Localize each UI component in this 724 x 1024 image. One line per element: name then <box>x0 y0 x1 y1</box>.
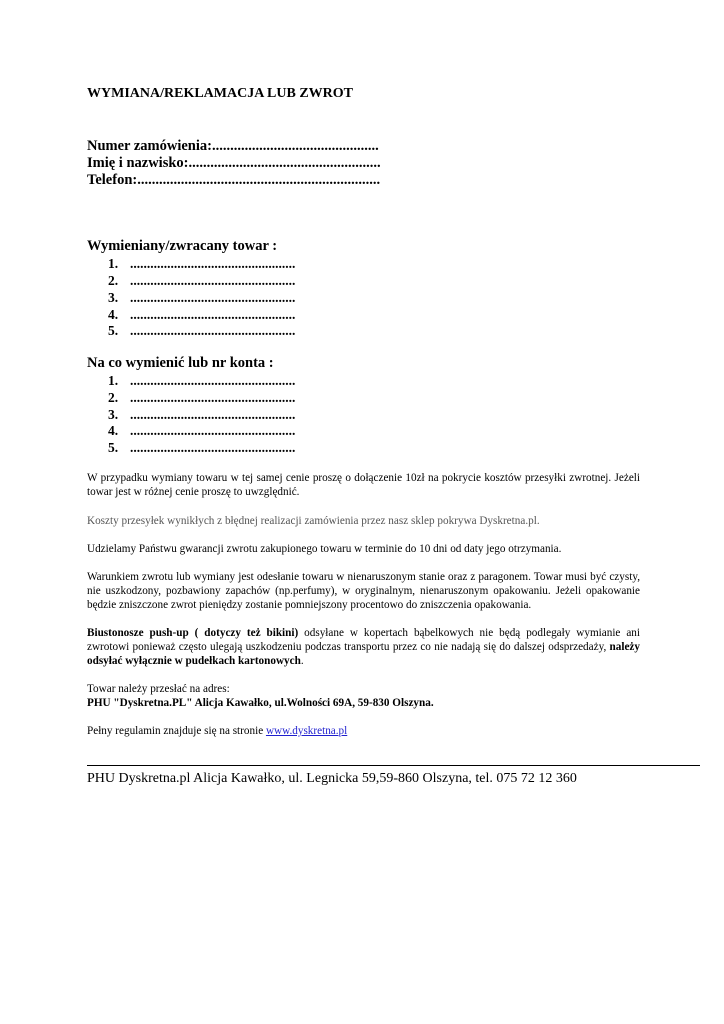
returned-goods-item: 4. ................................................. <box>108 307 296 322</box>
exchange-for-item: 4. ................................................. <box>108 423 296 438</box>
shipping-cost-paragraph: Koszty przesyłek wynikłych z błędnej realizacji zamówienia przez nasz sklep pokrywa Dyskretna.pl. <box>87 515 540 527</box>
return-guarantee-paragraph: Udzielamy Państwu gwarancji zwrotu zakupionego towaru w terminie do 10 dni od daty jego otrzymania. <box>87 543 562 555</box>
exchange-for-heading: Na co wymienić lub nr konta : <box>87 355 274 371</box>
footer-company-info: PHU Dyskretna.pl Alicja Kawałko, ul. Legnicka 59,59-860 Olszyna, tel. 075 72 12 360 <box>87 771 577 786</box>
returned-goods-heading: Wymieniany/zwracany towar : <box>87 238 278 254</box>
push-up-bras-label: Biustonosze push-up ( dotyczy też bikini) <box>87 627 299 639</box>
rules-paragraph: Pełny regulamin znajduje się na stronie www.dyskretna.pl <box>87 725 348 737</box>
name-field: Imię i nazwisko:..................................................... <box>87 155 381 171</box>
rules-link[interactable]: www.dyskretna.pl <box>265 725 348 737</box>
exchange-for-item: 1. ................................................. <box>108 373 296 388</box>
order-number-field: Numer zamówienia:.............................................. <box>87 138 379 154</box>
exchange-for-item: 5. ................................................. <box>108 440 296 455</box>
exchange-for-item: 2. ................................................. <box>108 390 296 405</box>
exchange-cost-paragraph: W przypadku wymiany towaru w tej samej cenie proszę o dołączenie 10zł na pokrycie kosztów przesyłki zwrotnej. Jeżeli towar jest w różnej cenie proszę to uwzględnić. <box>87 472 640 498</box>
shipping-address: PHU "Dyskretna.PL" Alicja Kawałko, ul.Wolności 69A, 59-830 Olszyna. <box>87 697 434 709</box>
footer-divider <box>87 765 700 766</box>
push-up-bras-paragraph: Biustonosze push-up ( dotyczy też bikini) odsyłane w kopertach bąbelkowych nie będą podlegały wymianie ani zwrotowi ponieważ często ulegają uszkodzeniu podczas transportu przez co nie nadają się do dalszej odsprzedaży, należy odsyłać wyłącznie w pudełkach kartonowych. <box>87 627 640 667</box>
document-title: WYMIANA/REKLAMACJA LUB ZWROT <box>87 86 354 101</box>
returned-goods-item: 2. ................................................. <box>108 273 296 288</box>
cardboard-box-note: należy odsyłać wyłącznie w pudełkach kartonowych <box>87 641 640 667</box>
phone-field: Telefon:................................................................... <box>87 172 381 188</box>
return-conditions-paragraph: Warunkiem zwrotu lub wymiany jest odesłanie towaru w nienaruszonym stanie oraz z paragonem. Towar musi być czysty, nie uszkodzony, pozbawiony zapachów (np.perfumy), w oryginalnym, nienaruszonym opakowaniu. Jeżeli opakowanie będzie zniszczone zwrot pieniędzy zostanie pomniejszony procentowo do zniszczenia opakowania. <box>87 571 640 611</box>
returned-goods-item: 3. ................................................. <box>108 290 296 305</box>
exchange-for-item: 3. ................................................. <box>108 407 296 422</box>
address-intro: Towar należy przesłać na adres: <box>87 683 230 695</box>
returned-goods-item: 5. ................................................. <box>108 323 296 338</box>
returned-goods-item: 1. ................................................. <box>108 256 296 271</box>
